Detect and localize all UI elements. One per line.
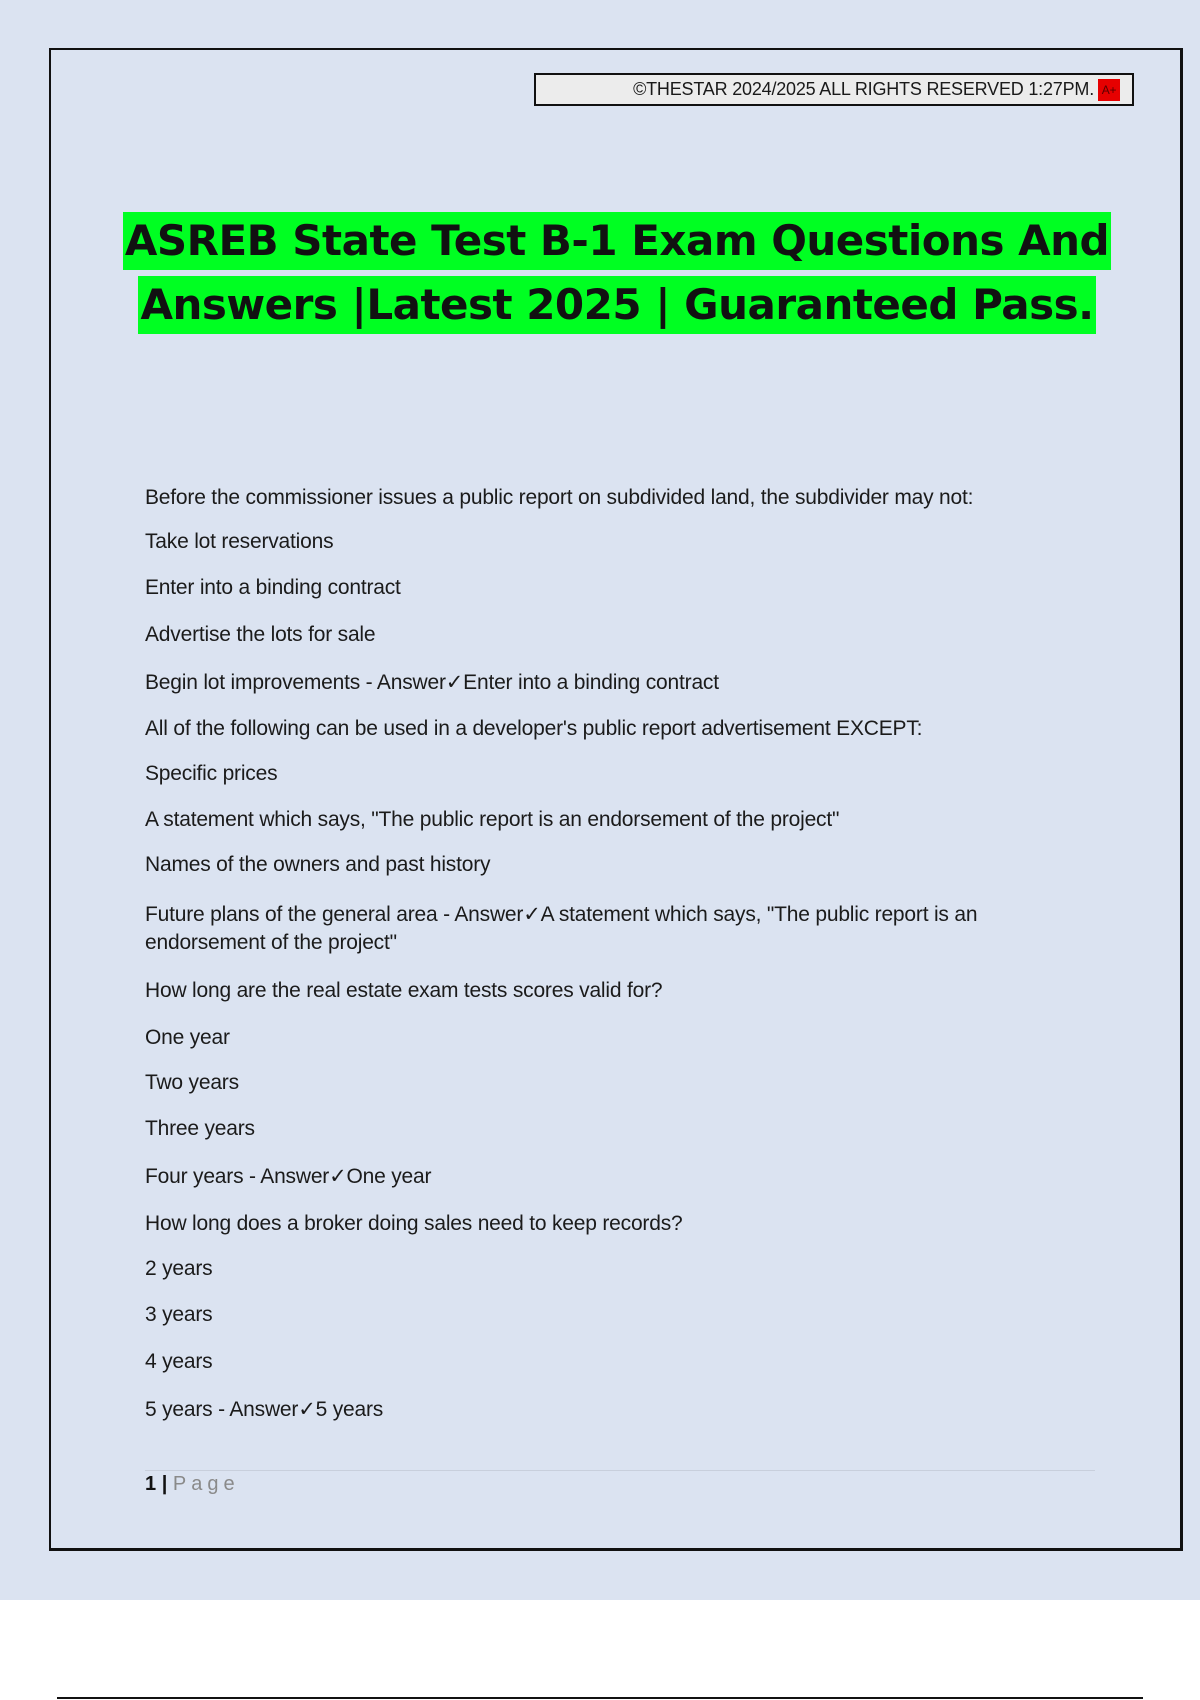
- option-line: Two years: [145, 1071, 239, 1094]
- option-line: 2 years: [145, 1257, 213, 1280]
- question-line: How long are the real estate exam tests scores valid for?: [145, 979, 663, 1002]
- title-line-2: Answers |Latest 2025 | Guaranteed Pass.: [138, 276, 1095, 334]
- page-label: Page: [172, 1473, 240, 1495]
- page-number: 1: [145, 1473, 157, 1495]
- answer-line: Four years - Answer✓One year: [145, 1165, 432, 1188]
- option-line: Specific prices: [145, 762, 278, 785]
- option-line: Three years: [145, 1117, 255, 1140]
- option-line: Advertise the lots for sale: [145, 623, 376, 646]
- question-line: All of the following can be used in a developer's public report advertisement EXCEPT:: [145, 717, 923, 740]
- option-line: One year: [145, 1026, 230, 1049]
- page-footer: [145, 1473, 240, 1496]
- grade-badge: A+: [1098, 79, 1120, 101]
- document-title: [0, 212, 1200, 334]
- question-line: Before the commissioner issues a public report on subdivided land, the subdivider may not:: [145, 486, 974, 509]
- copyright-text: ©THESTAR 2024/2025 ALL RIGHTS RESERVED 1:27PM.: [633, 79, 1094, 99]
- answer-line: 5 years - Answer✓5 years: [145, 1398, 384, 1421]
- option-line: 4 years: [145, 1350, 213, 1373]
- page-separator: |: [161, 1473, 168, 1495]
- option-line: A statement which says, "The public report is an endorsement of the project": [145, 808, 840, 831]
- next-page-rule: [57, 1697, 1143, 1699]
- option-line: Take lot reservations: [145, 530, 334, 553]
- copyright-header: [534, 73, 1134, 106]
- footer-divider: [145, 1470, 1095, 1471]
- title-line-1: ASREB State Test B-1 Exam Questions And: [123, 212, 1111, 270]
- option-line: Names of the owners and past history: [145, 853, 491, 876]
- answer-line: Begin lot improvements - Answer✓Enter into a binding contract: [145, 671, 719, 694]
- question-line: How long does a broker doing sales need to keep records?: [145, 1212, 683, 1235]
- answer-line: Future plans of the general area - Answer✓A statement which says, "The public report is an endorsement of the project": [145, 903, 978, 954]
- option-line: 3 years: [145, 1303, 213, 1326]
- option-line: Enter into a binding contract: [145, 576, 401, 599]
